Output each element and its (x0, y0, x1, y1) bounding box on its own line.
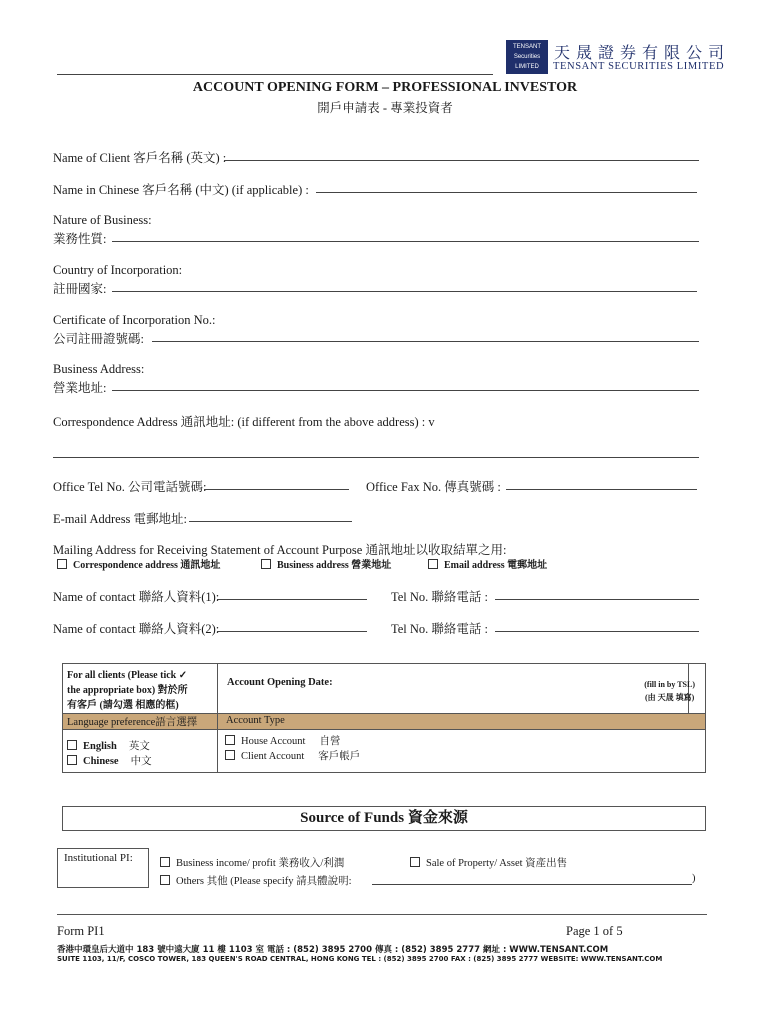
account-house[interactable]: House Account 自營 (225, 733, 340, 748)
office-tel-field[interactable] (204, 489, 349, 490)
email-field[interactable] (189, 521, 352, 522)
funds-sale-property[interactable]: Sale of Property/ Asset 資產出售 (410, 855, 567, 870)
form-number: Form PI1 (57, 924, 105, 938)
mailing-option-label: Correspondence address 通訊地址 (73, 560, 221, 571)
source-of-funds-title: Source of Funds 資金來源 (62, 806, 706, 831)
contact1-tel-field[interactable] (495, 599, 699, 600)
language-chinese[interactable]: Chinese 中文 (67, 753, 152, 768)
mailing-label: Mailing Address for Receiving Statement of Account Purpose 通訊地址以收取結單之用: (53, 543, 507, 557)
account-client[interactable]: Client Account 客戶帳戶 (225, 748, 360, 763)
funds-business-income[interactable]: Business income/ profit 業務收入/利潤 (160, 855, 344, 870)
contact2-tel-label: Tel No. 聯絡電話 : (391, 622, 489, 636)
account-type-label: Account Type (226, 715, 285, 726)
footer-rule (57, 914, 707, 915)
email-label: E-mail Address 電郵地址: (53, 512, 188, 526)
contact1-tel-label: Tel No. 聯絡電話 : (391, 590, 489, 604)
biz-addr-label-en: Business Address: (53, 362, 145, 376)
contact2-tel-field[interactable] (495, 631, 699, 632)
opening-date-label: Account Opening Date: (227, 677, 333, 688)
form-subtitle: 開戶申請表 - 專業投資者 (317, 101, 453, 115)
contact1-label: Name of contact 聯絡人資料(1): (53, 590, 220, 604)
nature-label-cn: 業務性質: (53, 232, 107, 246)
funds-others-field[interactable] (372, 884, 692, 885)
biz-addr-label-cn: 營業地址: (53, 381, 107, 395)
name-client-field[interactable] (224, 160, 699, 161)
header-rule (57, 74, 493, 75)
tsl-note: (fill in by TSL) (由 天晟 填寫) (644, 680, 695, 702)
name-client-label: Name of Client 客戶名稱 (英文) : (53, 151, 227, 165)
language-english[interactable]: English 英文 (67, 738, 150, 753)
country-label-en: Country of Incorporation: (53, 263, 183, 277)
mailing-option-label: Business address 營業地址 (277, 560, 392, 571)
office-fax-label: Office Fax No. 傳真號碼 : (366, 480, 501, 494)
footer-address-cn: 香港中環皇后大道中 183 號中遠大廈 11 樓 1103 室 電話 : (852) 3895 2700 傳真 : (852) 3895 2777 網址 : WWW.TENSANT.COM (57, 945, 609, 955)
contact2-field[interactable] (217, 631, 367, 632)
checkbox-icon[interactable] (160, 875, 170, 885)
funds-others[interactable]: Others 其他 (Please specify 請具體說明: (160, 873, 352, 888)
name-chinese-label: Name in Chinese 客戶名稱 (中文) (if applicable) : (53, 183, 309, 197)
tick-instruction: For all clients (Please tick ✓ the appropriate box) 對於所 有客戶 (請勾選 相應的框) (67, 670, 188, 711)
funds-close-paren: ) (692, 873, 696, 884)
checkbox-icon[interactable] (261, 559, 271, 569)
account-options-table (62, 663, 706, 773)
checkbox-icon[interactable] (160, 857, 170, 867)
checkbox-icon[interactable] (428, 559, 438, 569)
institutional-pi-label: Institutional PI: (57, 848, 149, 888)
name-chinese-field[interactable] (316, 192, 697, 193)
cert-field[interactable] (152, 341, 699, 342)
mailing-option-correspondence[interactable] (57, 556, 220, 571)
form-title: ACCOUNT OPENING FORM – PROFESSIONAL INVESTOR (192, 80, 578, 95)
cert-label-en: Certificate of Incorporation No.: (53, 313, 216, 327)
contact1-field[interactable] (217, 599, 367, 600)
company-logo: TENSANT Securities LIMITED (506, 40, 548, 74)
page-number: Page 1 of 5 (566, 924, 623, 938)
office-tel-label: Office Tel No. 公司電話號碼: (53, 480, 207, 494)
checkbox-icon[interactable] (225, 735, 235, 745)
cert-label-cn: 公司註冊證號碼: (53, 332, 144, 346)
checkbox-icon[interactable] (57, 559, 67, 569)
company-name-en: TENSANT SECURITIES LIMITED (553, 61, 725, 72)
mailing-option-email[interactable] (428, 556, 547, 571)
nature-label-en: Nature of Business: (53, 213, 152, 227)
checkbox-icon[interactable] (67, 755, 77, 765)
mailing-option-label: Email address 電郵地址 (444, 560, 548, 571)
country-field[interactable] (112, 291, 697, 292)
corr-addr-label: Correspondence Address 通訊地址: (if different from the above address) : v (53, 415, 435, 429)
country-label-cn: 註冊國家: (53, 282, 107, 296)
biz-addr-field[interactable] (112, 390, 699, 391)
company-name-cn: 天晟證券有限公司 (554, 45, 731, 62)
office-fax-field[interactable] (506, 489, 697, 490)
corr-addr-field[interactable] (53, 457, 699, 458)
checkbox-icon[interactable] (410, 857, 420, 867)
nature-field[interactable] (112, 241, 699, 242)
checkbox-icon[interactable] (225, 750, 235, 760)
contact2-label: Name of contact 聯絡人資料(2): (53, 622, 220, 636)
mailing-option-business[interactable] (261, 556, 391, 571)
footer-address-en: SUITE 1103, 11/F, COSCO TOWER, 183 QUEEN'S ROAD CENTRAL, HONG KONG TEL : (852) 3895 2700 FAX : (825) 3895 2777 WEBSITE: WWW.TENSANT.COM (57, 955, 663, 963)
checkbox-icon[interactable] (67, 740, 77, 750)
language-preference-label: Language preference語言選擇 (67, 717, 198, 728)
